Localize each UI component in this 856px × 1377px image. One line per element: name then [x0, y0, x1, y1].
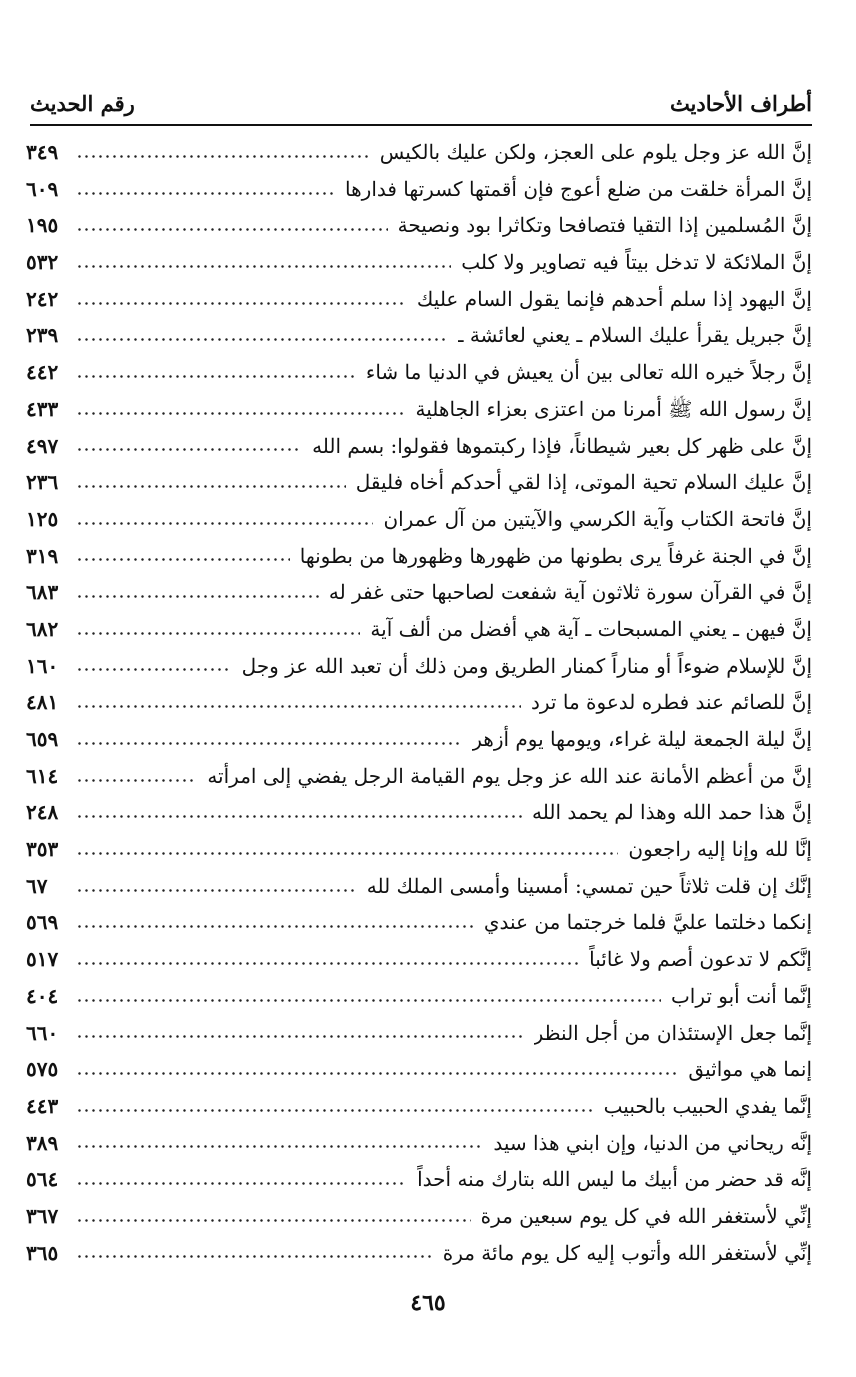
hadith-incipit: إنما هي مواثيق — [688, 1057, 812, 1082]
hadith-number: ٤٤٣ — [26, 1093, 59, 1118]
hadith-number: ٥٧٥ — [26, 1057, 59, 1082]
index-entry — [26, 978, 812, 1015]
hadith-incipit: إنَّه قد حضر من أبيك ما ليس الله بتارك منه أحداً — [417, 1167, 812, 1192]
hadith-incipit: إنِّي لأستغفر الله في كل يوم سبعين مرة — [480, 1203, 812, 1228]
index-entry — [26, 1015, 812, 1052]
dot-leader — [76, 742, 462, 745]
dot-leader — [76, 1182, 407, 1185]
hadith-number: ٣٤٩ — [26, 140, 59, 164]
hadith-number: ٤٣٣ — [26, 396, 59, 421]
hadith-incipit: إنَّ للإسلام ضوءاً أو مناراً كمنار الطريق ومن ذلك أن تعبد الله عز وجل — [241, 653, 812, 678]
hadith-incipit: إنَّ ليلة الجمعة ليلة غراء، ويومها يوم أزهر — [472, 727, 812, 751]
index-entry — [26, 281, 812, 318]
dot-leader — [76, 485, 346, 488]
hadith-number: ١٦٠ — [26, 653, 59, 678]
dot-leader — [76, 1035, 524, 1038]
hadith-number: ٦٥٩ — [26, 727, 59, 751]
hadith-number: ٤٠٤ — [26, 983, 59, 1008]
index-entry — [26, 868, 812, 905]
hadith-number: ٣٨٩ — [26, 1130, 59, 1155]
hadith-number: ٣١٩ — [26, 543, 59, 568]
dot-leader — [76, 192, 335, 195]
index-entry — [26, 428, 812, 465]
dot-leader — [76, 815, 522, 818]
hadith-incipit: إنَّ في الجنة غرفاً يرى بطونها من ظهورها وظهورها من بطونها — [299, 543, 812, 568]
index-entry — [26, 684, 812, 721]
page-number: ٤٦٥ — [410, 1290, 446, 1316]
hadith-number: ٤٨١ — [26, 690, 59, 715]
dot-leader — [76, 595, 319, 598]
index-entry — [26, 1088, 812, 1125]
dot-leader — [76, 265, 451, 268]
hadith-incipit: إنَّما جعل الإستئذان من أجل النظر — [533, 1020, 812, 1045]
dot-leader — [76, 1109, 594, 1112]
header-column-label: رقم الحديث — [30, 90, 135, 116]
index-entry — [26, 1235, 812, 1272]
index-entry — [26, 794, 812, 831]
index-entry — [26, 538, 812, 575]
hadith-incipit: إنَّما يفدي الحبيب بالحبيب — [603, 1093, 812, 1118]
dot-leader — [76, 522, 373, 525]
hadith-number: ١٩٥ — [26, 213, 59, 238]
dot-leader — [76, 632, 360, 635]
running-header — [30, 86, 812, 126]
hadith-incipit: إنَّ اليهود إذا سلم أحدهم فإنما يقول السام عليك — [416, 286, 812, 311]
dot-leader — [76, 375, 356, 378]
hadith-number: ٣٥٣ — [26, 837, 59, 862]
hadith-incipit: إنَّ على ظهر كل بعير شيطاناً، فإذا ركبتموها فقولوا: بسم الله — [312, 433, 812, 458]
hadith-number: ٥٦٤ — [26, 1167, 59, 1192]
hadith-incipit: إنَّ جبريل يقرأ عليك السلام ـ يعني لعائشة ـ — [457, 323, 812, 348]
index-entry — [26, 1051, 812, 1088]
hadith-number: ٦٨٣ — [26, 580, 59, 605]
hadith-number: ٤٤٢ — [26, 360, 59, 385]
dot-leader — [76, 852, 618, 855]
hadith-incipit: إنَّ الملائكة لا تدخل بيتاً فيه تصاوير ولا كلب — [461, 250, 812, 275]
index-entry — [26, 758, 812, 795]
hadith-incipit: إنَّ هذا حمد الله وهذا لم يحمد الله — [532, 800, 812, 825]
dot-leader — [76, 412, 406, 415]
index-entry — [26, 171, 812, 208]
index-entry — [26, 721, 812, 758]
hadith-number: ٥٦٩ — [26, 910, 59, 935]
hadith-number: ٦٧ — [26, 873, 48, 898]
dot-leader — [76, 558, 290, 561]
index-entry — [26, 134, 812, 171]
index-entry — [26, 501, 812, 538]
index-entry — [26, 611, 812, 648]
hadith-incipit: إنَّ المُسلمين إذا التقيا فتصافحا وتكاثرا بود ونصيحة — [397, 213, 812, 238]
index-entry — [26, 831, 812, 868]
dot-leader — [76, 302, 407, 305]
hadith-incipit: إنَّ للصائم عند فطره لدعوة ما ترد — [530, 690, 812, 715]
hadith-incipit: إنِّي لأستغفر الله وأتوب إليه كل يوم مائة مرة — [442, 1240, 812, 1265]
hadith-incipit: إنَّكم لا تدعون أصم ولا غائباً — [589, 947, 812, 972]
index-entry — [26, 317, 812, 354]
dot-leader — [76, 925, 474, 928]
dot-leader — [76, 705, 521, 708]
dot-leader — [76, 155, 370, 158]
dot-leader — [76, 1219, 471, 1222]
dot-leader — [76, 668, 232, 671]
index-entry — [26, 207, 812, 244]
hadith-incipit: إنَّما أنت أبو تراب — [670, 983, 812, 1008]
dot-leader — [76, 962, 579, 965]
index-entry — [26, 904, 812, 941]
hadith-number: ٤٩٧ — [26, 433, 59, 458]
dot-leader — [76, 1072, 678, 1075]
hadith-incipit: إنَّ الله عز وجل يلوم على العجز، ولكن عليك بالكيس — [379, 140, 812, 164]
dot-leader — [76, 999, 661, 1002]
hadith-index-list — [26, 134, 812, 1271]
dot-leader — [76, 889, 357, 892]
index-entry — [26, 391, 812, 428]
hadith-number: ٢٣٦ — [26, 470, 59, 495]
hadith-number: ٦٨٢ — [26, 616, 59, 641]
dot-leader — [76, 338, 448, 341]
index-entry — [26, 1198, 812, 1235]
hadith-number: ٣٦٧ — [26, 1203, 59, 1228]
hadith-number: ٦٠٩ — [26, 176, 59, 201]
dot-leader — [76, 448, 302, 451]
hadith-number: ٣٦٥ — [26, 1240, 59, 1265]
header-section-title: أطراف الأحاديث — [669, 90, 812, 116]
hadith-incipit: إنَّه ريحاني من الدنيا، وإن ابني هذا سيد — [493, 1130, 812, 1155]
index-entry — [26, 574, 812, 611]
hadith-number: ٥١٧ — [26, 947, 59, 972]
index-entry — [26, 648, 812, 685]
dot-leader — [76, 779, 197, 782]
hadith-incipit: إنَّ في القرآن سورة ثلاثون آية شفعت لصاحبها حتى غفر له — [328, 580, 812, 605]
dot-leader — [76, 228, 388, 231]
hadith-number: ٢٤٨ — [26, 800, 59, 825]
hadith-number: ١٢٥ — [26, 506, 59, 531]
index-entry — [26, 244, 812, 281]
hadith-number: ٦١٤ — [26, 763, 59, 788]
hadith-number: ٦٦٠ — [26, 1020, 59, 1045]
hadith-incipit: إنَّ فاتحة الكتاب وآية الكرسي والآيتين من آل عمران — [383, 506, 812, 531]
hadith-number: ٢٣٩ — [26, 323, 59, 348]
hadith-incipit: إنَّ عليك السلام تحية الموتى، إذا لقي أحدكم أخاه فليقل — [355, 470, 812, 495]
hadith-incipit: إنَّ رسول الله ﷺ أمرنا من اعتزى بعزاء الجاهلية — [415, 396, 812, 421]
index-entry — [26, 354, 812, 391]
hadith-incipit: إنَّ من أعظم الأمانة عند الله عز وجل يوم القيامة الرجل يفضي إلى امرأته — [207, 763, 812, 788]
index-entry — [26, 1161, 812, 1198]
hadith-incipit: إنَّا لله وإنا إليه راجعون — [628, 837, 812, 862]
dot-leader — [76, 1255, 433, 1258]
hadith-incipit: إنَّ فيهن ـ يعني المسبحات ـ آية هي أفضل من ألف آية — [370, 616, 812, 641]
hadith-number: ٥٣٢ — [26, 250, 59, 275]
hadith-incipit: إنكما دخلتما عليَّ فلما خرجتما من عندي — [483, 910, 812, 935]
index-entry — [26, 1125, 812, 1162]
index-entry — [26, 941, 812, 978]
hadith-number: ٢٤٢ — [26, 286, 59, 311]
hadith-incipit: إنَّ المرأة خلقت من ضلع أعوج فإن أقمتها كسرتها فدارها — [345, 176, 812, 201]
hadith-incipit: إنَّك إن قلت ثلاثاً حين تمسي: أمسينا وأمسى الملك لله — [366, 873, 812, 898]
index-entry — [26, 464, 812, 501]
dot-leader — [76, 1145, 483, 1148]
hadith-incipit: إنَّ رجلاً خيره الله تعالى بين أن يعيش في الدنيا ما شاء — [365, 360, 812, 385]
